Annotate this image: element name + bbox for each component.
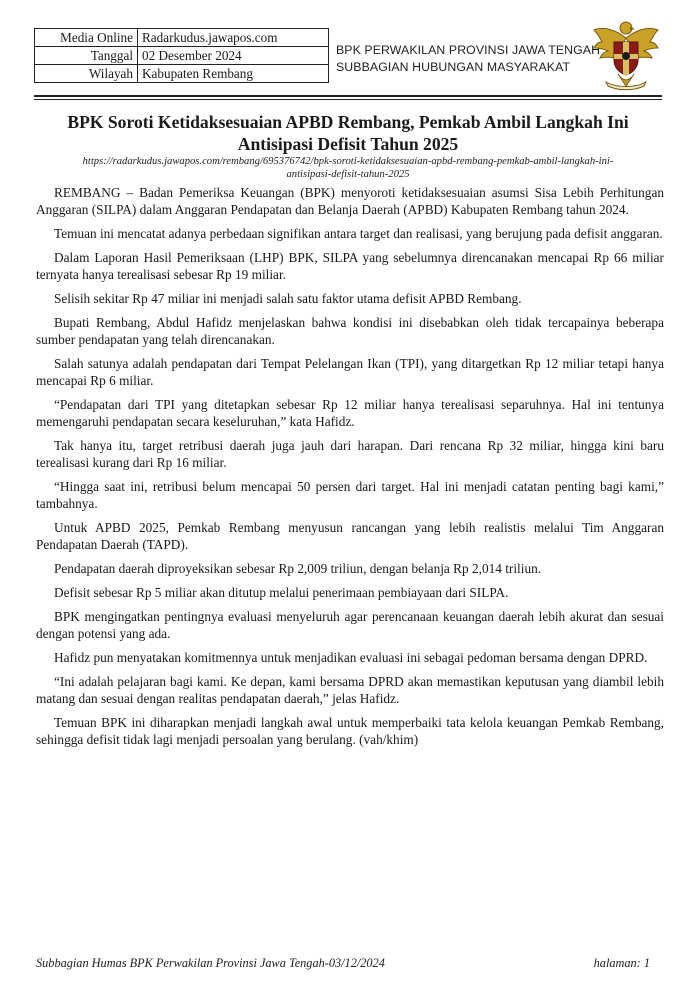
- article-paragraph: REMBANG – Badan Pemeriksa Keuangan (BPK) menyoroti ketidaksesuaian asumsi Sisa Lebih Perhitungan Anggaran (SILPA) dalam Anggaran Pendapatan dan Belanja Daerah (APBD) Kabupaten Rembang tahun 2024.: [36, 185, 664, 217]
- article-paragraph: Salah satunya adalah pendapatan dari Tempat Pelelangan Ikan (TPI), yang ditargetkan Rp 12 miliar tetapi hanya mencapai Rp 6 miliar.: [36, 356, 664, 388]
- article-body: [36, 184, 664, 755]
- article-paragraph: “Hingga saat ini, retribusi belum mencapai 50 persen dari target. Hal ini menjadi catatan penting bagi kami,” tambahnya.: [36, 479, 664, 511]
- media-info-label: Tanggal: [35, 47, 138, 65]
- media-info-value: Kabupaten Rembang: [138, 65, 329, 83]
- org-header: [336, 42, 600, 76]
- article-paragraph: BPK mengingatkan pentingnya evaluasi menyeluruh agar perencanaan keuangan daerah lebih akurat dan sesuai dengan potensi yang ada.: [36, 609, 664, 641]
- article-paragraph: Bupati Rembang, Abdul Hafidz menjelaskan bahwa kondisi ini disebabkan oleh tidak tercapainya beberapa sumber pendapatan yang telah direncanakan.: [36, 315, 664, 347]
- article-paragraph: Temuan ini mencatat adanya perbedaan signifikan antara target dan realisasi, yang berujung pada defisit anggaran.: [54, 226, 663, 241]
- article-title-line: Antisipasi Defisit Tahun 2025: [237, 134, 459, 154]
- source-url-line: antisipasi-defisit-tahun-2025: [286, 169, 410, 180]
- article-paragraph: Untuk APBD 2025, Pemkab Rembang menyusun rancangan yang lebih realistis melalui Tim Anggaran Pendapatan Daerah (TAPD).: [36, 520, 664, 552]
- org-name: BPK PERWAKILAN PROVINSI JAWA TENGAH: [336, 43, 601, 57]
- media-info-value: Radarkudus.jawapos.com: [138, 29, 329, 47]
- article-paragraph: Selisih sekitar Rp 47 miliar ini menjadi salah satu faktor utama defisit APBD Rembang.: [54, 291, 522, 306]
- article-paragraph: Dalam Laporan Hasil Pemeriksaan (LHP) BPK, SILPA yang sebelumnya direncanakan mencapai Rp 66 miliar ternyata hanya terealisasi sebesar Rp 19 miliar.: [36, 250, 664, 282]
- media-info-label: Media Online: [35, 29, 138, 47]
- header-divider: [34, 95, 662, 97]
- media-info-row: [35, 29, 329, 47]
- footer-source: Subbagian Humas BPK Perwakilan Provinsi Jawa Tengah-03/12/2024: [36, 956, 385, 970]
- article-paragraph: Temuan BPK ini diharapkan menjadi langkah awal untuk memperbaiki tata kelola keuangan Pemkab Rembang, sehingga defisit tidak lagi menjadi persoalan yang berulang. (vah/khim): [36, 715, 664, 747]
- org-unit: SUBBAGIAN HUBUNGAN MASYARAKAT: [336, 60, 571, 74]
- article-paragraph: Defisit sebesar Rp 5 miliar akan ditutup melalui penerimaan pembiayaan dari SILPA.: [54, 585, 509, 600]
- article-paragraph: “Pendapatan dari TPI yang ditetapkan sebesar Rp 12 miliar hanya terealisasi separuhnya. Hal ini tentunya memengaruhi pendapatan secara keseluruhan,” kata Hafidz.: [36, 397, 664, 429]
- article-paragraph: Tak hanya itu, target retribusi daerah juga jauh dari harapan. Dari rencana Rp 32 miliar, hingga kini baru terealisasi kurang dari Rp 16 miliar.: [36, 438, 664, 470]
- article-paragraph: Pendapatan daerah diproyeksikan sebesar Rp 2,009 triliun, dengan belanja Rp 2,014 triliun.: [54, 561, 542, 576]
- media-info-row: [35, 65, 329, 83]
- source-url: [30, 155, 666, 181]
- media-info-label: Wilayah: [35, 65, 138, 83]
- media-info-table: [34, 28, 329, 83]
- article-title: [30, 111, 666, 155]
- garuda-emblem-icon: [590, 16, 662, 92]
- media-info-value: 02 Desember 2024: [138, 47, 329, 65]
- article-paragraph: Hafidz pun menyatakan komitmennya untuk menjadikan evaluasi ini sebagai pedoman bersama dengan DPRD.: [54, 650, 648, 665]
- article-paragraph: “Ini adalah pelajaran bagi kami. Ke depan, kami bersama DPRD akan memastikan keputusan yang diambil lebih matang dan sesuai dengan realitas pendapatan daerah,” jelas Hafidz.: [36, 674, 664, 706]
- article-title-line: BPK Soroti Ketidaksesuaian APBD Rembang, Pemkab Ambil Langkah Ini: [67, 112, 629, 132]
- header-divider-thin: [34, 99, 662, 100]
- media-info-row: [35, 47, 329, 65]
- source-url-line: https://radarkudus.jawapos.com/rembang/695376742/bpk-soroti-ketidaksesuaian-apbd-rembang-pemkab-ambil-langkah-ini-: [82, 156, 614, 167]
- page-number: halaman: 1: [593, 956, 650, 970]
